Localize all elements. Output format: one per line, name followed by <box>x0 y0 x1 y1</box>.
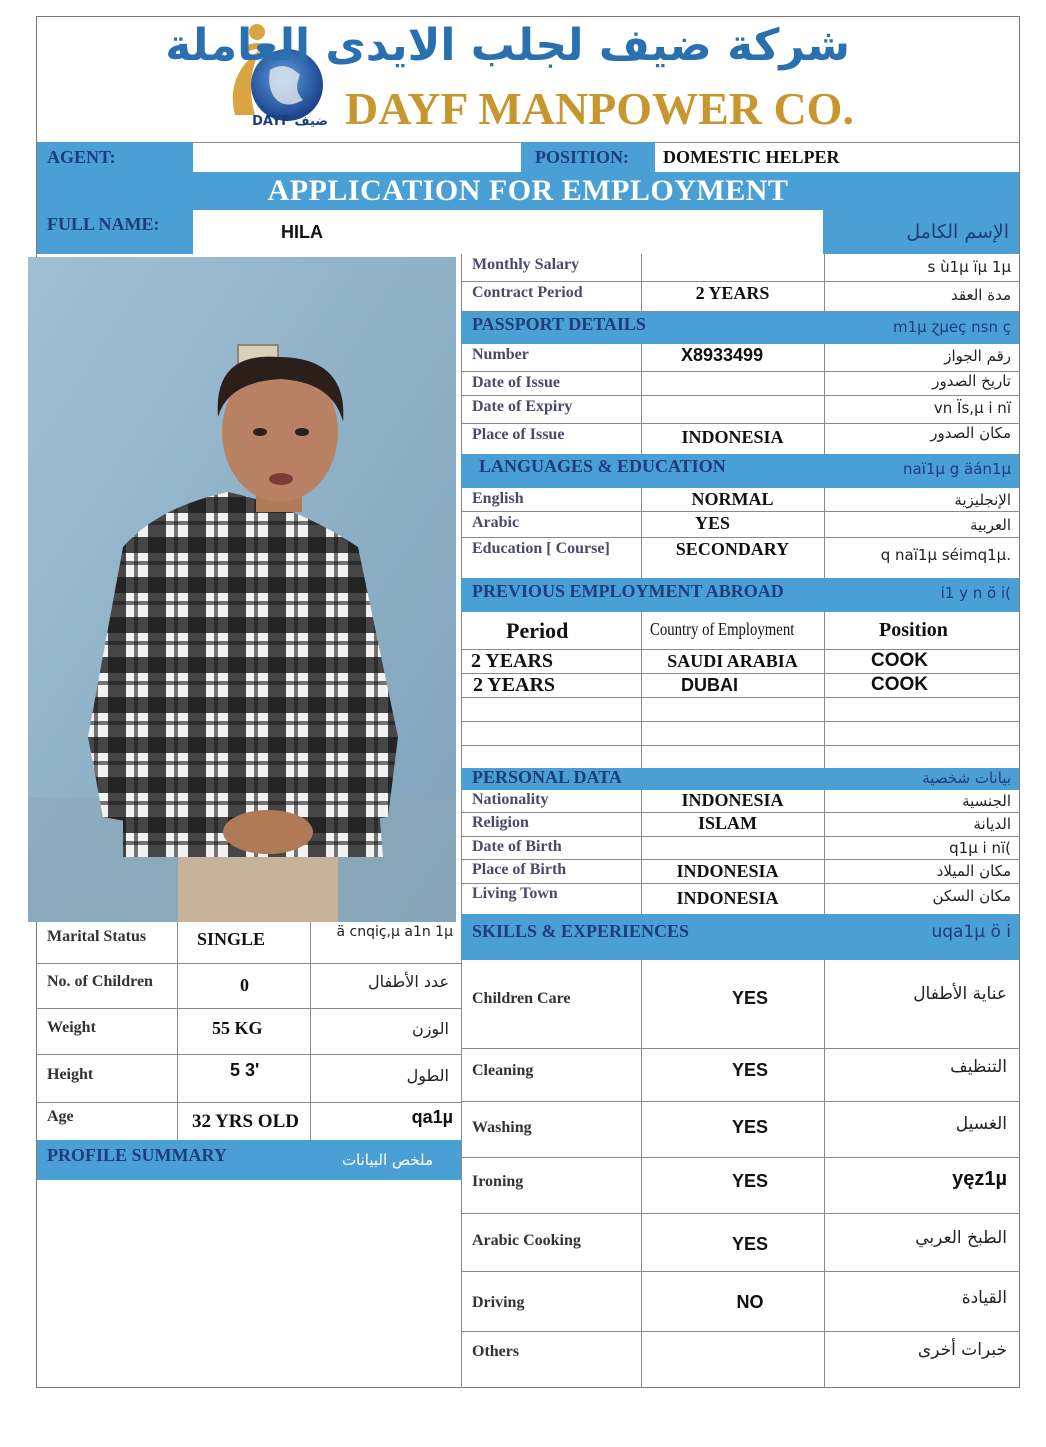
skills-title-arabic: uqa1µ ö i <box>931 922 1011 942</box>
full-name-field <box>193 212 823 252</box>
languages-title: LANGUAGES & EDUCATION <box>479 456 726 476</box>
table-row <box>461 1102 1019 1158</box>
date-of-expiry-label: Date of Expiry <box>472 398 573 415</box>
education-label: Education [ Course] <box>472 540 610 557</box>
washing-label: Washing <box>472 1119 532 1136</box>
education-value: SECONDARY <box>675 539 790 559</box>
english-arabic: الإنجليزية <box>954 491 1011 509</box>
cleaning-value: YES <box>731 1060 769 1080</box>
arabic-arabic: العربية <box>970 516 1011 534</box>
agent-label: AGENT: <box>47 146 116 167</box>
children-count-value: 0 <box>240 975 249 995</box>
place-of-birth-label: Place of Birth <box>472 861 567 878</box>
table-row <box>461 698 1019 722</box>
ironing-label: Ironing <box>472 1173 524 1190</box>
place-of-issue-label: Place of Issue <box>472 426 565 443</box>
personal-title-arabic: بيانات شخصية <box>922 769 1011 787</box>
others-arabic: خبرات أخرى <box>917 1340 1007 1360</box>
languages-title-arabic: naï1µ g äán1µ <box>903 460 1011 478</box>
profile-summary-body <box>37 1180 461 1387</box>
age-arabic: qa1µ <box>411 1107 453 1127</box>
table-row <box>461 1272 1019 1332</box>
table-row <box>461 960 1019 1049</box>
living-town-arabic: مكان السكن <box>932 887 1011 905</box>
religion-value: ISLAM <box>697 813 757 833</box>
children-care-value: YES <box>731 988 769 1008</box>
agent-field <box>193 142 521 172</box>
height-label: Height <box>47 1066 94 1083</box>
arabic-cooking-arabic: الطبخ العربي <box>915 1228 1007 1248</box>
arabic-cooking-value: YES <box>731 1234 769 1254</box>
date-of-issue-arabic: تاريخ الصدور <box>932 372 1011 390</box>
date-of-birth-arabic: )q1µ i nï <box>949 839 1011 857</box>
employment-position: COOK <box>871 674 928 695</box>
place-of-issue-value: INDONESIA <box>681 427 784 447</box>
contract-period-value: 2 YEARS <box>695 283 770 303</box>
table-row <box>461 884 1019 914</box>
table-row <box>37 1055 461 1103</box>
passport-number-arabic: رقم الجواز <box>944 347 1011 365</box>
full-name-label: FULL NAME: <box>47 214 160 234</box>
table-row <box>461 650 1019 674</box>
english-value: NORMAL <box>691 489 774 509</box>
height-value: 5 3' <box>230 1060 260 1080</box>
table-row <box>461 344 1019 372</box>
employment-title: PREVIOUS EMPLOYMENT ABROAD <box>472 581 784 601</box>
table-row <box>461 372 1019 396</box>
marital-status-label: Marital Status <box>47 928 147 945</box>
full-name-value: HILA <box>281 221 323 242</box>
contract-period-label: Contract Period <box>472 284 583 301</box>
passport-title-arabic: m1µ ɀµeç nsn ç <box>893 318 1011 336</box>
full-name-label-cell <box>37 210 193 254</box>
table-row <box>461 674 1019 698</box>
ironing-value: YES <box>731 1171 769 1191</box>
passport-title: PASSPORT DETAILS <box>472 314 646 334</box>
position-field <box>655 142 1019 172</box>
date-of-issue-label: Date of Issue <box>472 374 560 391</box>
cleaning-arabic: التنظيف <box>950 1057 1007 1077</box>
monthly-salary-label: Monthly Salary <box>472 256 580 273</box>
living-town-value: INDONESIA <box>676 888 779 908</box>
passport-section-header <box>461 312 1019 344</box>
religion-label: Religion <box>472 814 529 831</box>
full-name-arabic-cell <box>823 210 1019 254</box>
table-row <box>461 512 1019 538</box>
agent-label-cell <box>37 142 193 172</box>
driving-label: Driving <box>472 1294 525 1311</box>
position-label: POSITION: <box>535 146 630 167</box>
date-of-expiry-arabic: vn Ïs,µ i nï <box>933 399 1011 417</box>
country-column-header: Country of Employment <box>650 619 795 639</box>
place-of-birth-arabic: مكان الميلاد <box>936 862 1011 880</box>
contract-period-arabic: مدة العقد <box>951 286 1011 304</box>
title-bar <box>37 172 1019 210</box>
table-row <box>461 424 1019 454</box>
table-row <box>37 1103 461 1140</box>
monthly-salary-arabic: s ù1µ ïµ 1µ <box>927 258 1011 276</box>
children-care-label: Children Care <box>472 990 571 1007</box>
living-town-label: Living Town <box>472 885 558 902</box>
children-count-label: No. of Children <box>47 973 153 990</box>
employment-country: DUBAI <box>681 675 738 695</box>
position-label-cell <box>521 142 655 172</box>
nationality-arabic: الجنسية <box>962 792 1011 810</box>
arabic-value: YES <box>694 513 730 533</box>
table-row <box>461 538 1019 578</box>
marital-status-value: SINGLE <box>197 929 266 949</box>
children-care-arabic: عناية الأطفال <box>913 984 1007 1004</box>
profile-summary-title: PROFILE SUMMARY <box>47 1145 227 1165</box>
english-label: English <box>472 490 524 507</box>
table-row <box>461 837 1019 860</box>
employment-country: SAUDI ARABIA <box>667 651 798 671</box>
others-label: Others <box>472 1343 520 1360</box>
form-title: APPLICATION FOR EMPLOYMENT <box>267 174 789 207</box>
employment-section-header <box>461 578 1019 612</box>
date-of-birth-label: Date of Birth <box>472 838 562 855</box>
table-row <box>461 1332 1019 1387</box>
personal-section-header <box>461 768 1019 790</box>
weight-label: Weight <box>47 1019 96 1036</box>
table-row <box>461 813 1019 837</box>
languages-section-header <box>461 454 1019 488</box>
employment-column-headers <box>461 612 1019 650</box>
position-value: DOMESTIC HELPER <box>663 147 840 167</box>
position-column-header: Position <box>879 619 948 641</box>
table-row <box>37 922 461 964</box>
table-row <box>461 722 1019 746</box>
religion-arabic: الديانة <box>973 815 1011 833</box>
marital-status-arabic: ä cnqiç,µ a1n 1µ <box>336 924 453 940</box>
driving-value: NO <box>736 1292 764 1312</box>
washing-arabic: الغسيل <box>955 1114 1007 1134</box>
employment-period: 2 YEARS <box>471 650 554 672</box>
height-arabic: الطول <box>406 1066 449 1085</box>
arabic-cooking-label: Arabic Cooking <box>472 1232 581 1249</box>
arabic-label: Arabic <box>472 514 520 531</box>
children-count-arabic: عدد الأطفال <box>367 972 449 991</box>
table-row <box>461 1158 1019 1214</box>
table-row <box>461 254 1019 282</box>
employment-period: 2 YEARS <box>473 674 556 696</box>
personal-title: PERSONAL DATA <box>472 767 622 787</box>
table-row <box>37 1009 461 1055</box>
skills-section-header <box>461 914 1019 960</box>
education-arabic: .q naï1µ séimq1µ <box>880 546 1011 564</box>
table-row <box>461 1049 1019 1102</box>
skills-title: SKILLS & EXPERIENCES <box>472 921 690 941</box>
company-name-arabic: شركة ضيف لجلب الايدى العاملة <box>165 20 850 71</box>
cleaning-label: Cleaning <box>472 1062 534 1079</box>
washing-value: YES <box>731 1117 769 1137</box>
weight-arabic: الوزن <box>411 1019 449 1038</box>
profile-summary-header <box>37 1140 461 1180</box>
applicant-photo <box>28 257 456 922</box>
table-row <box>461 282 1019 312</box>
passport-number-label: Number <box>472 346 529 363</box>
table-row <box>461 790 1019 813</box>
company-name-english: DAYF MANPOWER CO. <box>345 83 854 134</box>
profile-summary-arabic: ملخص البيانات <box>341 1151 433 1169</box>
table-row <box>461 1214 1019 1272</box>
table-row <box>37 964 461 1009</box>
employment-title-arabic: )i1 y n ö i <box>940 584 1011 602</box>
age-value: 32 YRS OLD <box>192 1111 299 1132</box>
table-row <box>461 396 1019 424</box>
period-column-header: Period <box>506 618 569 643</box>
place-of-birth-value: INDONESIA <box>676 861 779 881</box>
nationality-label: Nationality <box>472 791 549 808</box>
table-row <box>461 860 1019 884</box>
table-row <box>461 488 1019 512</box>
driving-arabic: القيادة <box>961 1288 1007 1308</box>
age-label: Age <box>47 1108 74 1125</box>
weight-value: 55 KG <box>212 1018 263 1038</box>
place-of-issue-arabic: مكان الصدور <box>930 424 1011 442</box>
employment-position: COOK <box>871 650 928 671</box>
nationality-value: INDONESIA <box>681 790 784 810</box>
ironing-arabic: yęz1µ <box>952 1168 1007 1190</box>
passport-number-value: X8933499 <box>681 345 764 365</box>
logo-caption: DAYF ضيف <box>252 114 328 129</box>
full-name-arabic: الإسم الكامل <box>906 221 1009 243</box>
